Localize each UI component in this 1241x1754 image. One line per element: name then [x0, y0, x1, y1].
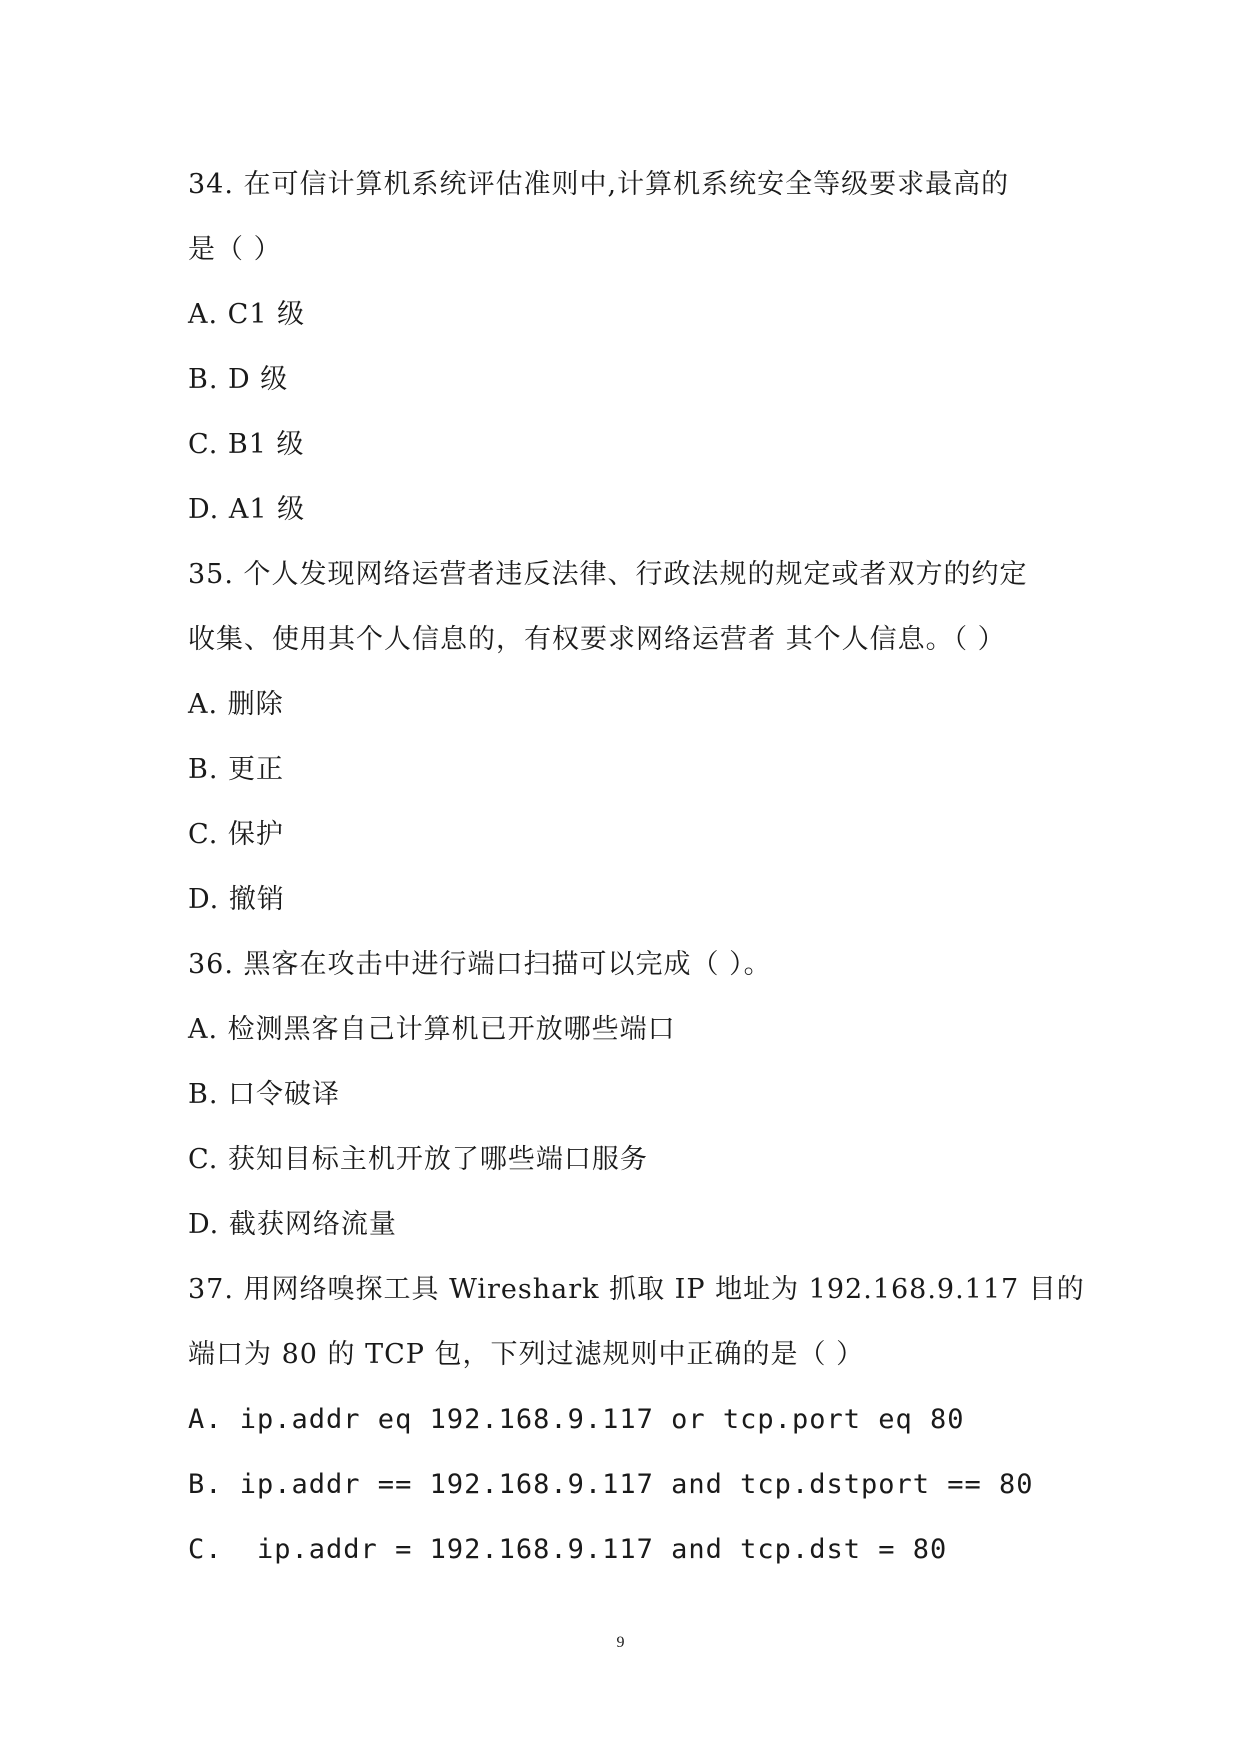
document-body: [188, 152, 1085, 1582]
answer-option: C. ip.addr = 192.168.9.117 and tcp.dst = 80: [188, 1534, 948, 1565]
answer-option: A. ip.addr eq 192.168.9.117 or tcp.port eq 80: [188, 1404, 965, 1435]
question-35: [188, 542, 1068, 932]
question-36: [188, 932, 1068, 1257]
question-stem: 端口为 80 的 TCP 包，下列过滤规则中正确的是（ ）: [188, 1339, 865, 1370]
question-34: [188, 152, 1068, 542]
answer-option: C. B1 级: [188, 429, 305, 460]
question-stem: 37. 用网络嗅探工具 Wireshark 抓取 IP 地址为 192.168.9.117 目的: [188, 1274, 1085, 1305]
answer-option: B. D 级: [188, 364, 289, 395]
answer-option: D. A1 级: [188, 494, 306, 525]
question-stem: 35. 个人发现网络运营者违反法律、行政法规的规定或者双方的约定: [188, 559, 1028, 590]
question-stem: 是（ ）: [188, 234, 282, 265]
question-stem: 36. 黑客在攻击中进行端口扫描可以完成（ ）。: [188, 949, 772, 980]
answer-option: B. 口令破译: [188, 1079, 341, 1110]
answer-option: D. 截获网络流量: [188, 1209, 397, 1240]
answer-option: D. 撤销: [188, 884, 285, 915]
answer-option: A. 检测黑客自己计算机已开放哪些端口: [188, 1014, 676, 1045]
answer-option: C. 保护: [188, 819, 284, 850]
answer-option: A. 删除: [188, 689, 284, 720]
page-number: 9: [616, 1634, 625, 1651]
answer-option: A. C1 级: [188, 299, 306, 330]
answer-option: C. 获知目标主机开放了哪些端口服务: [188, 1144, 648, 1175]
question-stem: 34. 在可信计算机系统评估准则中,计算机系统安全等级要求最高的: [188, 169, 1010, 200]
question-37: [188, 1257, 1085, 1582]
question-stem: 收集、使用其个人信息的，有权要求网络运营者 其个人信息。（ ）: [188, 624, 1006, 655]
answer-option: B. 更正: [188, 754, 285, 785]
answer-option: B. ip.addr == 192.168.9.117 and tcp.dstport == 80: [188, 1469, 1034, 1500]
